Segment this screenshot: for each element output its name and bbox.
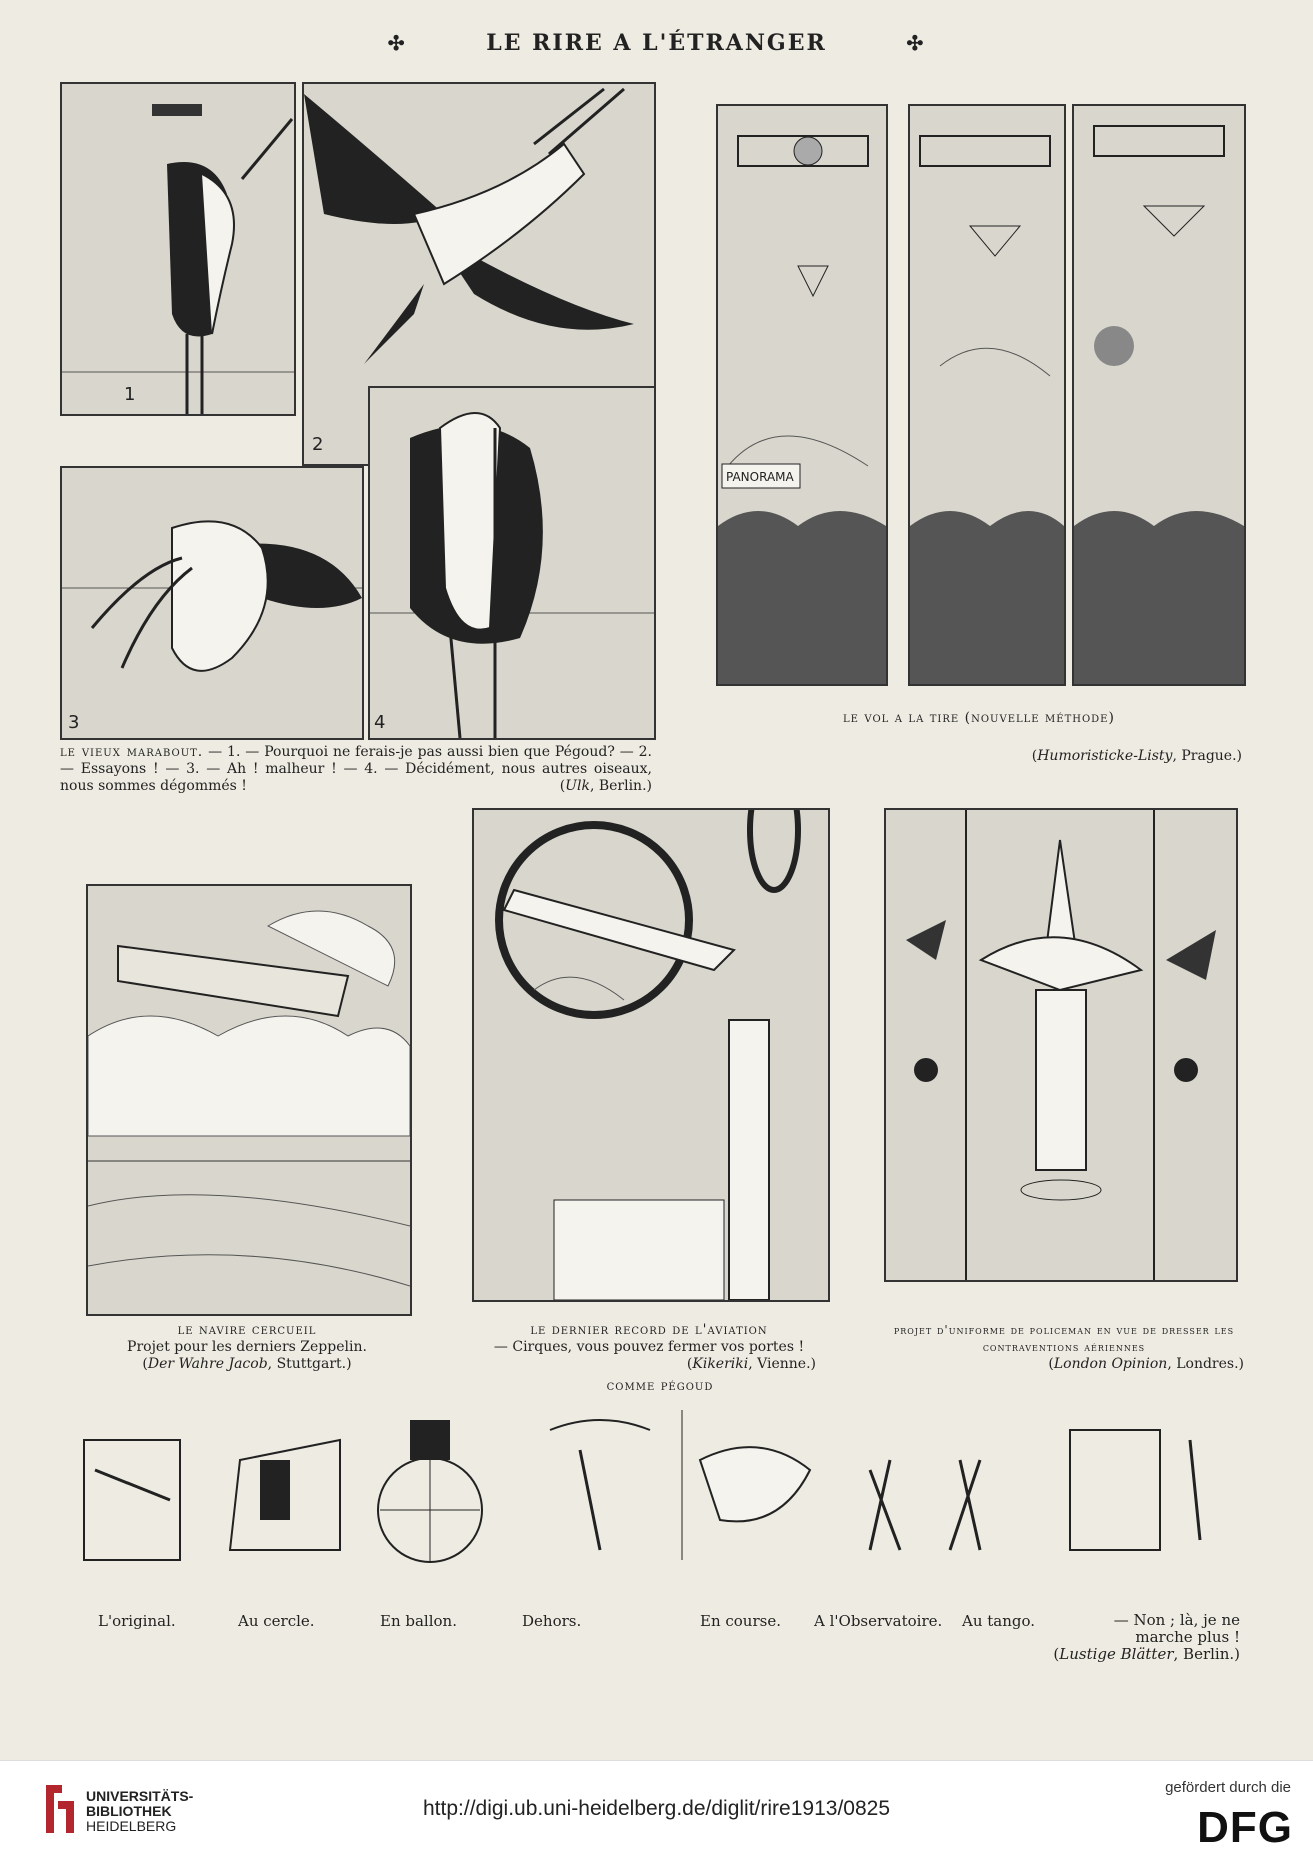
airplane-crowd-illustration — [1074, 106, 1244, 684]
source-name: Der Wahre Jacob — [147, 1356, 268, 1372]
circus-hoop-illustration — [474, 810, 828, 1300]
source-name: Ulk — [565, 778, 590, 794]
panel-number: 2 — [312, 434, 324, 455]
vol-panel-3 — [1072, 104, 1246, 686]
marabout-panel-1 — [60, 82, 296, 416]
pegoud-label: Au tango. — [962, 1612, 1036, 1630]
vol-panel-1 — [716, 104, 888, 686]
stork-old-illustration — [370, 388, 654, 738]
source-city: , Londres.) — [1167, 1356, 1244, 1372]
pegoud-label: En course. — [700, 1612, 781, 1630]
caption-text: — Cirques, vous pouvez fermer vos portes ! — [493, 1339, 805, 1355]
source-city: , Vienne.) — [748, 1356, 816, 1372]
caption-text: Projet pour les derniers Zeppelin. — [127, 1339, 367, 1355]
page-header — [0, 30, 1313, 56]
source-city: , Stuttgart.) — [267, 1356, 352, 1372]
pegoud-label: En ballon. — [380, 1612, 457, 1630]
pegoud-strip-illustration — [80, 1400, 1260, 1580]
university-name-line: HEIDELBERG — [86, 1818, 177, 1834]
ornament-right-icon: ✣ — [906, 31, 926, 55]
stork-standing-illustration — [62, 84, 294, 414]
pegoud-label: A l'Observatoire. — [814, 1612, 943, 1630]
zeppelin-illustration — [88, 886, 410, 1314]
vol-panel-2 — [908, 104, 1066, 686]
record-caption: le dernier record de l'aviation — Cirques, vous pouvez fermer vos portes ! (Kikeriki, Vienne.) — [472, 1322, 826, 1373]
airplane-crowd-illustration — [718, 106, 886, 684]
pegoud-label: Dehors. — [522, 1612, 582, 1630]
source-city: , Berlin.) — [589, 778, 652, 794]
source-name: Kikeriki — [692, 1356, 749, 1372]
university-name-line: BIBLIOTHEK — [86, 1803, 172, 1819]
pegoud-title: comme pégoud — [606, 1378, 714, 1394]
pegoud-label: Au cercle. — [238, 1612, 315, 1630]
policeman-illustration — [886, 810, 1236, 1280]
pegoud-final-caption: — Non ; là, je ne marche plus ! (Lustige Blätter, Berlin.) — [1030, 1612, 1240, 1663]
footer-bar — [0, 1760, 1313, 1857]
pegoud-label: L'original. — [98, 1612, 176, 1630]
source-city: , Berlin.) — [1173, 1645, 1240, 1663]
panel-number: 1 — [124, 384, 136, 405]
dfg-logo: DFG — [1197, 1803, 1293, 1852]
page-title: LE RIRE A L'ÉTRANGER — [486, 30, 827, 56]
caption-title: projet d'uniforme de policeman en vue de dresser les contraventions aériennes — [893, 1323, 1235, 1354]
record-panel — [472, 808, 830, 1302]
policeman-caption: projet d'uniforme de policeman en vue de dresser les contraventions aériennes (London Opinion, Londres.) — [884, 1322, 1244, 1373]
vol-caption-title: le vol a la tire (nouvelle méthode) — [843, 710, 1115, 726]
source-name: Humoristicke-Listy — [1037, 748, 1173, 764]
source-name: Lustige Blätter — [1059, 1645, 1174, 1663]
funded-by-label: gefördert durch die — [1165, 1779, 1291, 1796]
caption-line: marche plus ! — [1135, 1628, 1240, 1646]
stork-crash-illustration — [62, 468, 362, 738]
policeman-panel — [884, 808, 1238, 1282]
ornament-left-icon: ✣ — [387, 31, 407, 55]
marabout-panel-3 — [60, 466, 364, 740]
airplane-crowd-illustration — [910, 106, 1064, 684]
panel-number: 4 — [374, 712, 386, 733]
navire-panel — [86, 884, 412, 1316]
caption-text: — 1. — Pourquoi ne ferais-je pas aussi bien que Pégoud? — 2. — Essayons ! — 3. — Ah ! malheur ! — 4. — Décidément, nous autres oiseaux, nous sommes dégommés ! — [60, 744, 652, 794]
permalink-url[interactable]: http://digi.ub.uni-heidelberg.de/diglit/rire1913/0825 — [423, 1797, 890, 1820]
navire-caption: le navire cercueil Projet pour les derniers Zeppelin. (Der Wahre Jacob, Stuttgart.) — [86, 1322, 408, 1373]
marabout-caption: le vieux marabout. — 1. — Pourquoi ne ferais-je pas aussi bien que Pégoud? — 2. — Essayons ! — 3. — Ah ! malheur ! — 4. — Décidément, nous autres oiseaux, nous sommes dégommés ! (Ulk, Berlin.) — [60, 744, 652, 794]
source-name: London Opinion — [1053, 1356, 1168, 1372]
caption-line: — Non ; là, je ne — [1113, 1611, 1240, 1629]
caption-title: le dernier record de l'aviation — [530, 1322, 768, 1338]
university-name-line: UNIVERSITÄTS- — [86, 1788, 194, 1804]
caption-title: le navire cercueil — [177, 1322, 317, 1338]
panel-number: 3 — [68, 712, 80, 733]
panorama-sign: PANORAMA — [726, 470, 794, 484]
vol-source: (Humoristicke-Listy, Prague.) — [1031, 748, 1242, 764]
caption-title: le vieux marabout. — [60, 744, 204, 760]
source-city: , Prague.) — [1172, 748, 1242, 764]
marabout-panel-4 — [368, 386, 656, 740]
